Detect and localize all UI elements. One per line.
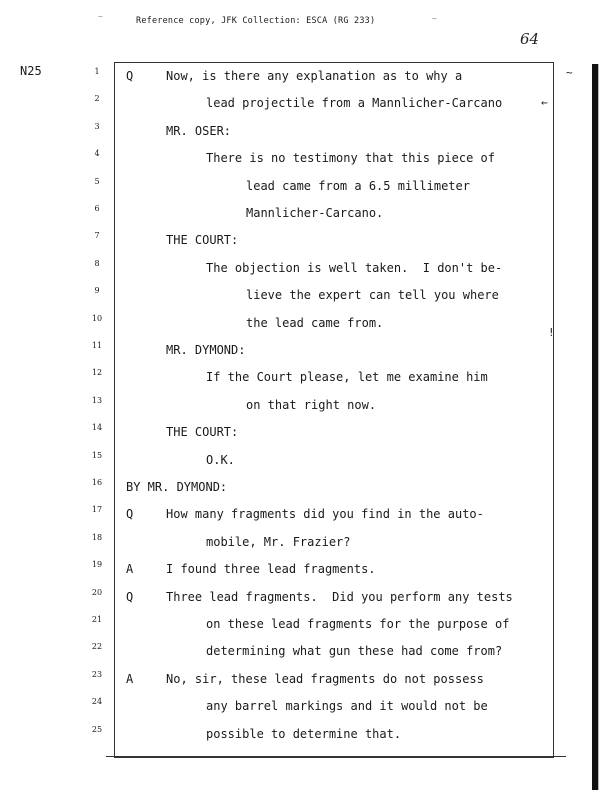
- line-number: 9: [94, 286, 100, 296]
- margin-scribble: !: [548, 326, 555, 339]
- line-number: 2: [94, 94, 100, 104]
- margin-scribble: ~: [566, 66, 573, 79]
- transcript-line: How many fragments did you find in the auto-: [166, 507, 484, 522]
- qa-marker: A: [126, 671, 134, 686]
- line-number: 14: [91, 423, 103, 433]
- transcript-line: MR. OSER:: [166, 123, 232, 138]
- transcript-line: THE COURT:: [166, 233, 239, 248]
- transcript-line: There is no testimony that this piece of: [206, 151, 495, 166]
- line-number: 12: [91, 368, 103, 378]
- scan-edge-shadow: [598, 64, 599, 790]
- line-number: 10: [91, 313, 103, 323]
- transcript-line: any barrel markings and it would not be: [206, 699, 488, 714]
- line-number: 15: [91, 450, 103, 460]
- page-header: Reference copy, JFK Collection: ESCA (RG 233): [136, 16, 376, 26]
- transcript-line: the lead came from.: [246, 315, 384, 330]
- line-number: 19: [91, 560, 103, 570]
- transcript-line: lead came from a 6.5 millimeter: [246, 178, 470, 193]
- transcript-line: The objection is well taken. I don't be-: [206, 260, 503, 275]
- line-number: 4: [94, 149, 100, 159]
- qa-marker: Q: [126, 507, 134, 522]
- transcript-line: BY MR. DYMOND:: [126, 480, 228, 494]
- transcript-line: on these lead fragments for the purpose of: [206, 617, 510, 631]
- margin-arrow-mark: ←: [541, 96, 548, 109]
- margin-identifier: N25: [20, 64, 42, 78]
- line-number: 20: [91, 587, 103, 597]
- handwritten-page-number: 64: [520, 30, 540, 48]
- transcript-line: on that right now.: [246, 397, 377, 412]
- transcript-line: mobile, Mr. Frazier?: [206, 534, 351, 549]
- qa-marker: Q: [126, 589, 134, 604]
- line-number: 7: [94, 231, 100, 241]
- line-number: 3: [94, 121, 100, 131]
- transcript-line: THE COURT:: [166, 425, 239, 440]
- line-number: 23: [91, 669, 103, 679]
- line-number: 6: [94, 204, 100, 213]
- line-number: 21: [91, 615, 103, 624]
- line-number: 1: [94, 67, 100, 76]
- transcript-line: O.K.: [206, 452, 235, 467]
- line-number: 25: [91, 724, 103, 734]
- line-number: 17: [91, 505, 103, 515]
- line-number: 11: [91, 341, 103, 350]
- line-number: 22: [91, 642, 103, 652]
- scan-smudge: ~: [432, 14, 437, 23]
- line-number: 18: [91, 532, 103, 542]
- qa-marker: A: [126, 562, 134, 577]
- transcript-line: lead projectile from a Mannlicher-Carcano: [206, 96, 503, 111]
- line-number: 16: [91, 478, 103, 487]
- transcript-line: determining what gun these had come from?: [206, 644, 503, 659]
- transcript-line: No, sir, these lead fragments do not possess: [166, 671, 484, 686]
- transcript-line: Mannlicher-Carcano.: [246, 206, 384, 220]
- transcript-line: possible to determine that.: [206, 726, 402, 741]
- transcript-line: If the Court please, let me examine him: [206, 370, 488, 385]
- transcript-line: Now, is there any explanation as to why a: [166, 69, 463, 83]
- line-number: 8: [94, 258, 100, 268]
- transcript-line: I found three lead fragments.: [166, 562, 376, 577]
- transcript-line: MR. DYMOND:: [166, 343, 246, 357]
- line-number: 13: [91, 395, 103, 405]
- transcript-line: Three lead fragments. Did you perform any tests: [166, 589, 513, 604]
- scan-smudge: ~: [98, 12, 103, 21]
- bottom-rule: [106, 756, 566, 757]
- transcript-line: lieve the expert can tell you where: [246, 288, 499, 303]
- line-number: 5: [94, 176, 100, 186]
- qa-marker: Q: [126, 69, 134, 83]
- line-number: 24: [91, 697, 103, 707]
